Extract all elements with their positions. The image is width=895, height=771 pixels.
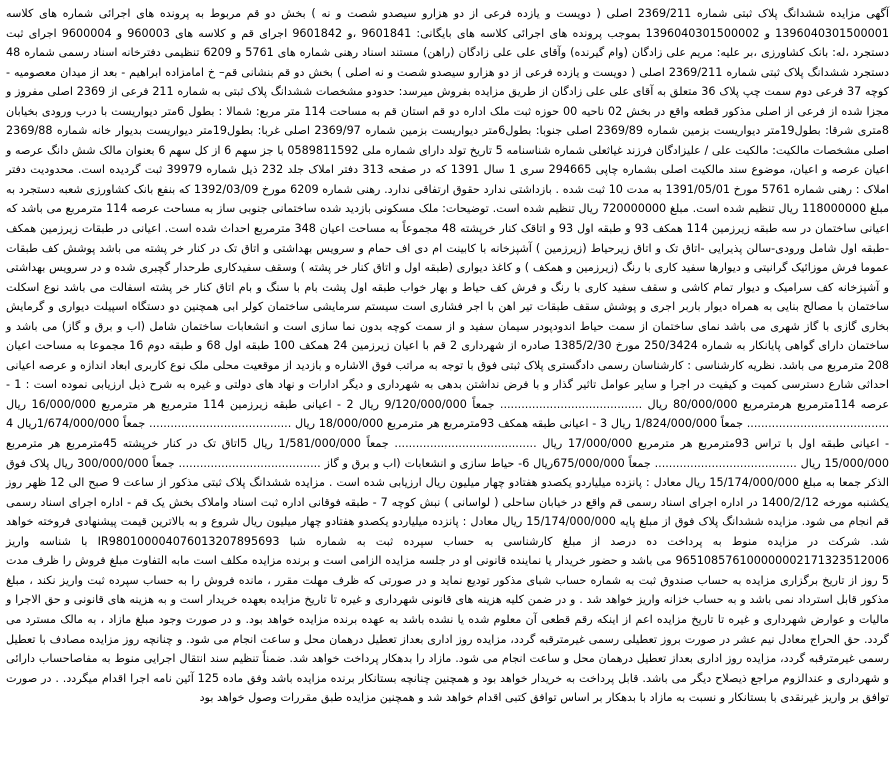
auction-notice-text: آگهی مزایده ششدانگ پلاک ثبتی شماره 2369/211 اصلی ( دویست و یازده فرعی از دو هزارو سیصدو شصت و نه ) بخش دو قم مربوط به پرونده های اجرائی شماره های کلاسه 1396040301500001 و 1396040301500002 بموجب پرونده های اجرائی کلاسه های بایگانی: 9601841 ،و 9601842 اجرای قم و کلاسه های 960003 و 9600004 اجرای ثبت دستجرد ،له: بانک کشاورزی ،بر علیه: مریم علی زادگان (وام گیرنده) وآقای علی علی زادگان (راهن) مستند اسناد رهنی شماره های 5761 و 6209 تنظیمی دفترخانه اسناد رسمی شماره 48 دستجرد ششدانگ پلاک ثبتی شماره 2369/211 اصلی ( دویست و یازده فرعی از دو هزارو سیصدو شصت و نه اصلی ) بخش دو قم بنشانی قم– خ امامزاده ابراهیم - بعد از میدان معصومیه - کوچه 37 فرعی دوم سمت چپ پلاک 36 متعلق به آقای علی علی زادگان از طریق مزایده بفروش میرسد: حدودو مشخصات ششدانگ پلاک ثبتی به شماره 211 فرعی از 2369 اصلی مفروز و مجزا شده از فرعی از اصلی مذکور قطعه واقع در بخش 02 ناحیه 00 حوزه ثبت ملک اداره دو قم استان قم به مساحت 114 متر مربع: شمالا : بطول 6متر دیواریست با درب ورودی بخیابان 8متری شرقا: بطول19متر دیواریست بزمین شماره 2369/89 اصلی جنوبا: بطول6متر دیواریست بزمین شماره 2369/97 اصلی غربا: بطول19متر دیواریست بدیوار خانه شماره 2369/88 اصلی مشخصات مالکیت: مالکیت علی / علیزادگان فرزند غیاثعلی شماره شناسنامه 5 تاریخ تولد دارای شماره ملی 0589811592 با جز سهم 6 از کل سهم 6 بعنوان مالک شش دانگ عرصه و اعیان عرصه و اعیان، موضوع سند مالکیت اصلی بشماره چاپی 294665 سری 1 سال 1391 که در صفحه 313 دفتر املاک جلد 232 ذیل شماره 39979 ثبت گردیده است. محدودیت دفتر املاک : رهنی شماره 5761 مورخ 1391/05/01 به مدت 10 ثبت شده . بازداشتی ندارد حقوق ارتفاقی ندارد. رهنی شماره 6209 مورخ 1392/03/09 که بنفع بانک کشاورزی شعبه دستجرد به مبلغ 118000000 ریال تنظیم شده است. مبلغ 720000000 ریال تنظیم شده است. توضیحات: ملک مسکونی بازدید شده ساختمانی جنوبی ساز به مساحت عرصه 114 مترمربع می باشد که اعیانی ساختمان در سه طبقه زیرزمین 114 همکف 93 و طبقه اول 93 و اتاقک کنار خرپشته 48 مجموعاً به مساحت اعیان 348 مترمربع احداث شده است. اعیانی در طبقات زیرزمین همکف -طبقه اول شامل ورودی-سالن پذیرایی -اتاق تک و اتاق زیرحیاط (زیرزمین ) آشپزخانه با کابینت ام دی اف حمام و سرویس بهداشتی و اتاق تک در کنار خر پشته می باشد پوشش کف طبقات عموما فرش موزائیک گرانیتی و دیوارها سفید کاری با رنگ (زیرزمین و همکف ) و کاغذ دیواری (طبقه اول و اتاق کنار خر پشته ) وسقف سفیدکاری طرحدار گچبری شده و در سرویس بهداشتی و آشپزخانه کف سرامیک و دیوار تمام کاشی و سقف سفید کاری با رنگ و فرش کف حیاط و بهار خواب طبقه اول پشت بام با سنگ و بام اتاق کنار خر پشته اسفالت می باشد نوع اسکلت ساختمان با مصالح بنایی به همراه دیوار باربر اجری و پوشش سقف طبقات تیر اهن با اجر فشاری است سیستم سرمایشی ساختمان کولر ابی همچنین دو دستگاه اسپیلت دیواری و گرمایش بخاری گازی با گاز شهری می باشد نمای ساختمان از سمت حیاط اندودپودر سیمان سفید و از سمت کوچه بدون نما سازی است و انشعابات ساختمان شامل (اب و برق و گاز) می باشد و ساختمان دارای گواهی پایانکار به شماره 250/3424 مورخ 1385/2/30 صادره از شهرداری 2 قم با اعیان زیرزمین 24 همکف 100 طبقه اول 68 و طبقه دوم 16 مجموعا به مساحت اعیان 208 مترمربع می باشد. نظریه کارشناسی : کارشناسان رسمی دادگستری پلاک ثبتی فوق با توجه به مراتب فوق الاشاره و بازدید از موقعیت محلی ملک نوع کاربری ابعاد اندازه و عرصه اعیانی احداثی شارع دسترسی کمیت و کیفیت در اجرا و سایر عوامل تاثیر گذار و با فرض نداشتن بدهی به شهرداری و دیگر ادارات و نهاد های دولتی و غیره به شرح ذیل ارزیابی نموده است : 1 - عرصه 114مترمربع هرمترمربع 80/000/000 ریال ........................................ جمعاً 9/120/000/000 ریال 2 - اعیانی طبقه زیرزمین 114 مترمربع هر مترمربع 16/000/000 ریال ........................................ جمعاً 1/824/000/000 ریال 3 - اعیانی طبقه همکف 93مترمربع هر مترمربع 18/000/000 ریال ........................................ جمعاً 1/674/000/000ریال 4 - اعیانی طبقه اول با تراس 93مترمربع هر مترمربع 17/000/000 ریال ........................................ جمعاً 1/581/000/000 ریال 5اتاق تک در کنار خرپشته 45مترمربع هر مترمربع 15/000/000 ریال ........................................ جمعاً 675/000/000ریال 6- حیاط سازی و انشعابات (اب و برق و گاز ........................................ جمعاً 300/000/000 ریال پلاک فوق الذکر جمعا به مبلغ 15/174/000/000 ریال معادل : پانزده میلیاردو یکصدو هفتادو چهار میلیون ریال ارزیابی شده است . مزایده ششدانگ پلاک ثبتی مذکور از ساعت 9 صبح الی 12 ظهر روز یکشنبه مورخه 1400/2/12 در اداره اجرای اسناد رسمی قم واقع در خیابان ساحلی ( لواسانی ) نبش کوچه 7 - طبقه فوقانی اداره ثبت اسناد واملاک بخش یک قم - اداره اجرای اسناد رسمی قم انجام می شود. مزایده ششدانگ پلاک فوق از مبلغ پایه 15/174/000/000 ریال معادل : پانزده میلیاردو یکصدو هفتادو چهار میلیون ریال شروع و به بالاترین قیمت پیشنهادی فروخته خواهد شد. شرکت در مزایده منوط به پرداخت ده درصد از مبلغ کارشناسی به حساب سپرده ثبت به شماره شبا IR980100004076013207895693 با شناسه واریز 965108576100000002171323512006 می باشد و حضور خریدار یا نماینده قانونی او در جلسه مزایده الزامی است و برنده مزایده مکلف است مابه التفاوت مبلغ فروش را ظرف مدت 5 روز از تاریخ برگزاری مزایده به حساب صندوق ثبت به شماره حساب شبای مذکور تودیع نماید و در صورتی که ظرف مهلت مقرر ، مانده فروش را به حساب سپرده ثبت واریز نکند ، مبلغ مذکور قابل استرداد نمی باشد و به حساب خزانه واریز خواهد شد . و در ضمن کلیه هزینه های قانونی شهرداری و غیره تا تاریخ مزایده بعهده خریدار است و به هزینه های قانونی و حق الاجرا و مالیات و عوارض شهرداری و غیره تا تاریخ مزایده اعم از اینکه رقم قطعی آن معلوم شده یا نشده باشد به عهده برنده مزایده خواهد بود. و در صورت وجود مبلغ مازاد ، به مالک مسترد می گردد. حق الحراج معادل نیم عشر در صورت بروز تعطیلی رسمی غیرمترقبه گردد، مزایده روز اداری بعداز تعطیل درهمان محل و ساعت انجام می شود. و چنانچه روز مزایده مصادف با تعطیل رسمی غیرمترقبه گردد، مزایده روز اداری بعداز تعطیل درهمان محل و ساعت انجام می شود. مازاد را بدهکار پرداخت خواهد شد. ضمناً تنظیم سند انتقال اجرایی منوط به مفاصاحساب دارائی و شهرداری و عندالزوم مراجع ذیصلاح دیگر می باشد. قابل پرداخت به خریدار خواهد بود و همچنین چنانچه بستانکار برنده مزایده باشد وفق ماده 125 آئین نامه اجرا اقدام میگردد. . در صورت توافق بر واریز غیرنقدی با بستانکار و نسبت به مازاد با بدهکار بر اساس توافق کتبی اقدام خواهد شد و همچنین مزایده طبق مقررات وصول خواهد بود	[6, 7, 890, 705]
